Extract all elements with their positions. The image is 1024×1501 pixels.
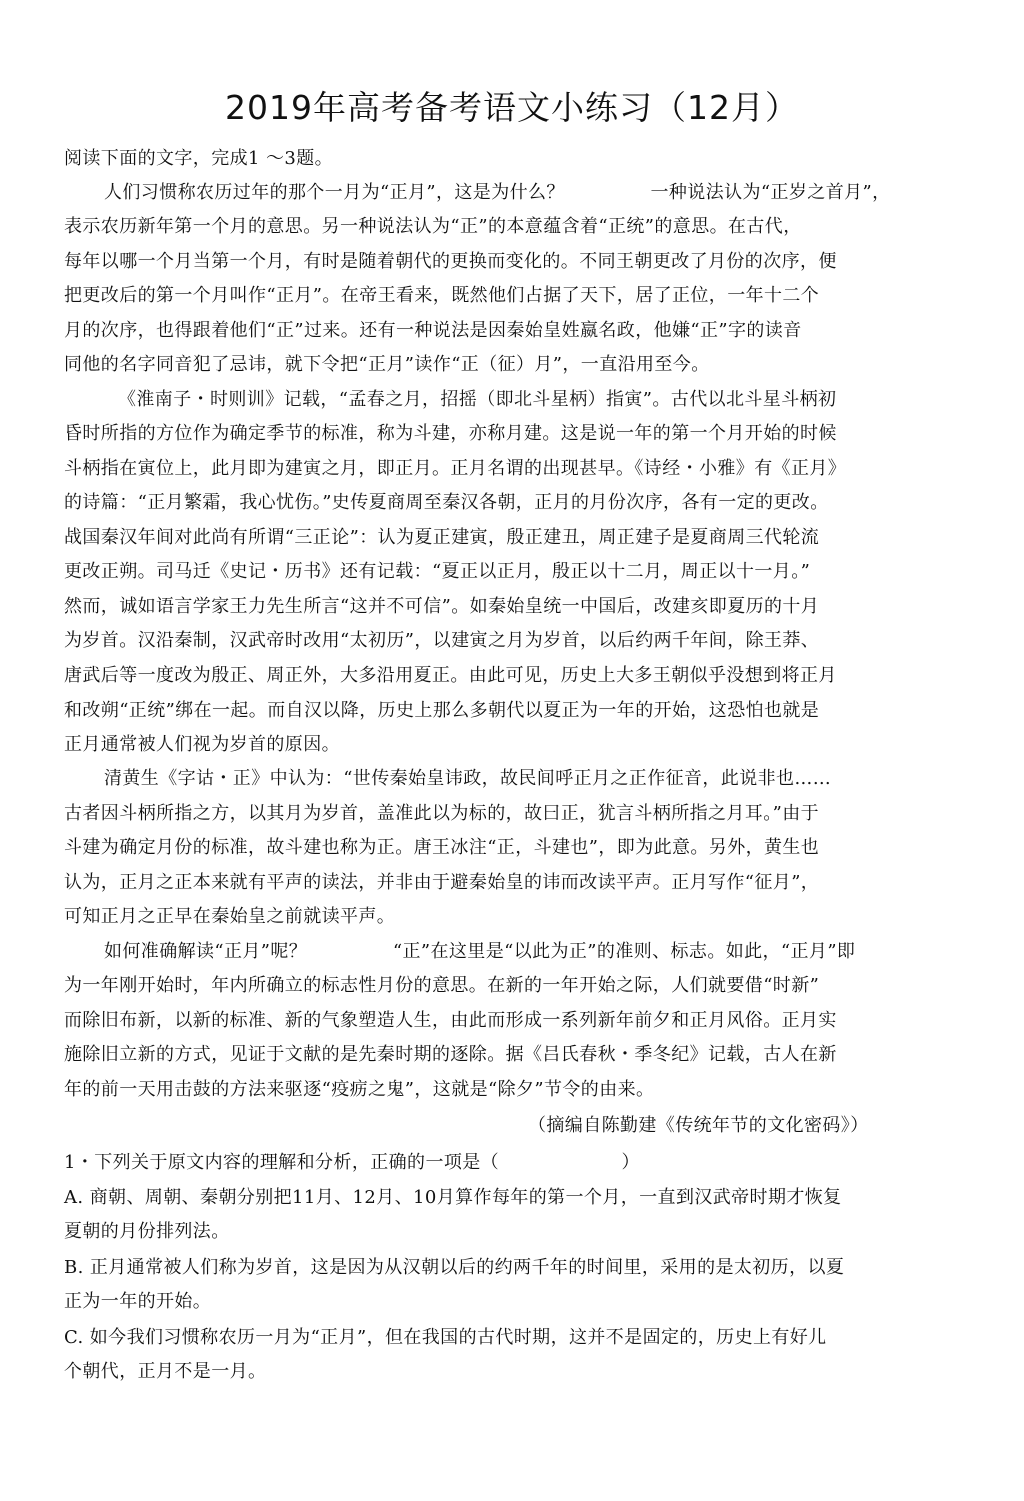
passage-line: 可知正月之正早在秦始皇之前就读平声。 (64, 906, 396, 927)
passage-line: 战国秦汉年间对此尚有所谓“三正论”：认为夏正建寅，殷正建丑，周正建子是夏商周三代轮流 (64, 527, 820, 548)
passage-line: 唐武后等一度改为殷正、周正外，大多沿用夏正。由此可见，历史上大多王朝似乎没想到将正月 (64, 665, 837, 686)
option-b: B. 正月通常被人们称为岁首，这是因为从汉朝以后的约两千年的时间里，采用的是太初历，以夏 (64, 1257, 845, 1278)
passage-line: 更改正朔。司马迁《史记・历书》还有记载：“夏正以正月，殷正以十二月，周正以十一月。” (64, 561, 811, 582)
passage-line: 古者因斗柄所指之方，以其月为岁首，盖准此以为标的，故曰正，犹言斗柄所指之月耳。”由于 (64, 803, 819, 824)
option-b-continued: 正为一年的开始。 (64, 1291, 212, 1312)
passage-line: 认为，正月之正本来就有平声的读法，并非由于避秦始皇的讳而改读平声。正月写作“征月”， (64, 872, 820, 893)
passage-line: 然而，诚如语言学家王力先生所言“这并不可信”。如秦始皇统一中国后，改建亥即夏历的十月 (64, 596, 820, 617)
question-stem: 1・下列关于原文内容的理解和分析，正确的一项是（ ） (64, 1152, 640, 1173)
passage-line: 人们习惯称农历过年的那个一月为“正月”，这是为什么？ 一种说法认为“正岁之首月”， (104, 182, 891, 203)
passage-line: 斗建为确定月份的标准，故斗建也称为正。唐王冰注“正，斗建也”，即为此意。另外，黄生也 (64, 837, 820, 858)
passage-line: 同他的名字同音犯了忌讳，就下令把“正月”读作“正（征）月”，一直沿用至今。 (64, 354, 710, 375)
passage-line: 如何准确解读“正月”呢？ “正”在这里是“以此为正”的准则、标志。如此，“正月”即 (104, 941, 856, 962)
passage-line: 施除旧立新的方式，见证于文献的是先秦时期的逐除。据《吕氏春秋・季冬纪》记载，古人在新 (64, 1044, 837, 1065)
passage-line: 为岁首。汉沿秦制，汉武帝时改用“太初历”，以建寅之月为岁首，以后约两千年间，除王莽、 (64, 630, 820, 651)
passage-line: 把更改后的第一个月叫作“正月”。在帝王看来，既然他们占据了天下，居了正位，一年十二个 (64, 285, 820, 306)
passage-line: 斗柄指在寅位上，此月即为建寅之月，即正月。正月名谓的出现甚早。《诗经・小雅》有《正月》 (64, 458, 847, 479)
passage-line: 《淮南子・时则训》记载，“孟春之月，招摇（即北斗星柄）指寅”。古代以北斗星斗柄初 (118, 389, 837, 410)
passage-line: 而除旧布新，以新的标准、新的气象塑造人生，由此而形成一系列新年前夕和正月风俗。正月实 (64, 1010, 837, 1031)
passage-line: 月的次序，也得跟着他们“正”过来。还有一种说法是因秦始皇姓嬴名政，他嫌“正”字的读音 (64, 320, 802, 341)
passage-line: 和改朔“正统”绑在一起。而自汉以降，历史上那么多朝代以夏正为一年的开始，这恐怕也就是 (64, 700, 820, 721)
passage-line: 为一年刚开始时，年内所确立的标志性月份的意思。在新的一年开始之际，人们就要借“时新” (64, 975, 820, 996)
passage-line: 的诗篇：“正月繁霜，我心忧伤。”史传夏商周至秦汉各朝，正月的月份次序，各有一定的更改。 (64, 492, 829, 513)
passage-line: 正月通常被人们视为岁首的原因。 (64, 734, 340, 755)
instruction-text: 阅读下面的文字，完成1 ～3题。 (64, 148, 334, 169)
passage-line: 昏时所指的方位作为确定季节的标准，称为斗建，亦称月建。这是说一年的第一个月开始的时候 (64, 423, 837, 444)
passage-line: 每年以哪一个月当第一个月，有时是随着朝代的更换而变化的。不同王朝更改了月份的次序，便 (64, 251, 837, 272)
option-c-continued: 个朝代，正月不是一月。 (64, 1361, 267, 1382)
option-c: C. 如今我们习惯称农历一月为“正月”，但在我国的古代时期，这并不是固定的，历史上有好儿 (64, 1327, 827, 1348)
option-a: A. 商朝、周朝、秦朝分别把11月、12月、10月算作每年的第一个月，一直到汉武帝时期才恢复 (64, 1187, 842, 1208)
passage-line: 年的前一天用击鼓的方法来驱逐“疫疬之鬼”，这就是“除夕”节令的由来。 (64, 1079, 655, 1100)
source-citation: （摘编自陈勤建《传统年节的文化密码》） (528, 1115, 869, 1136)
passage-line: 清黄生《字诂・正》中认为：“世传秦始皇讳政，故民间呼正月之正作征音，此说非也…… (104, 768, 832, 789)
passage-line: 表示农历新年第一个月的意思。另一种说法认为“正”的本意蕴含着“正统”的意思。在古代， (64, 216, 802, 237)
option-a-continued: 夏朝的月份排列法。 (64, 1221, 230, 1242)
page-title: 2019年高考备考语文小练习（12月） (225, 88, 799, 127)
